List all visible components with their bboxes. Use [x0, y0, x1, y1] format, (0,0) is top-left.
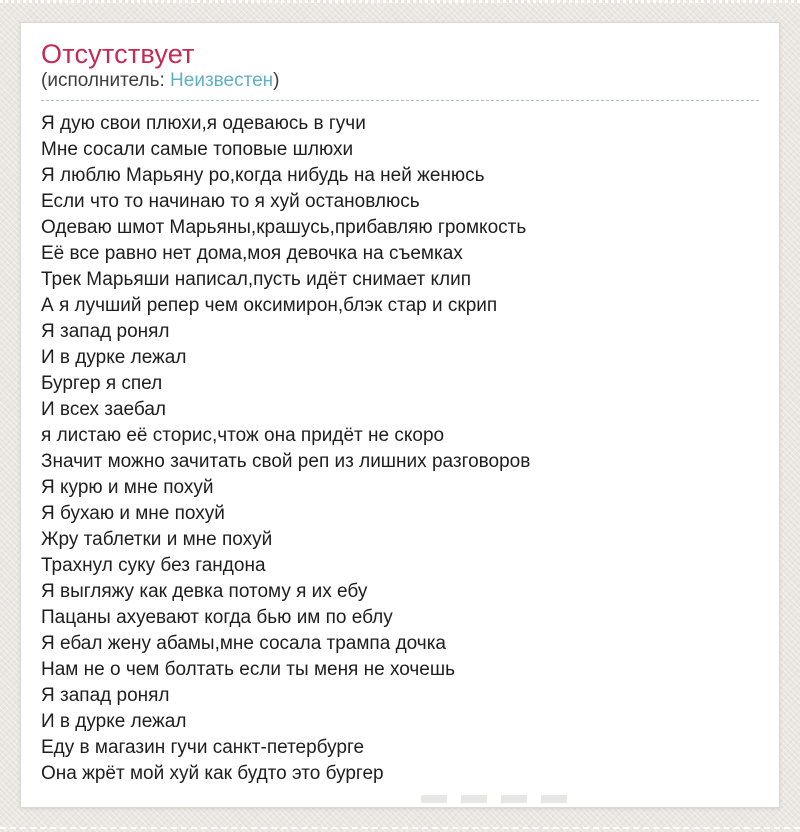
lyric-line: Я выгляжу как девка потому я их ебу	[41, 581, 368, 602]
page-bottom-dashed-line	[0, 827, 800, 829]
lyric-line: Я бухаю и мне похуй	[41, 503, 225, 524]
lyric-line: Жру таблетки и мне похуй	[41, 529, 273, 550]
lyric-line: И в дурке лежал	[41, 711, 187, 732]
page-title: Отсутствует	[41, 39, 195, 69]
content-card	[20, 22, 780, 808]
page-top-dotted-line	[0, 0, 800, 3]
lyric-line: Пацаны ахуевают когда бью им по еблу	[41, 607, 393, 628]
artist-link[interactable]: Неизвестен	[170, 70, 274, 91]
lyric-line: И в дурке лежал	[41, 347, 187, 368]
lyric-line: Она жрёт мой хуй как будто это бургер	[41, 763, 384, 784]
artist-label: (исполнитель:	[41, 70, 171, 91]
lyrics-text	[41, 111, 759, 787]
lyric-line: Её все равно нет дома,моя девочка на съемках	[41, 243, 463, 264]
artist-label-close: )	[273, 70, 280, 91]
lyric-line: Бургер я спел	[41, 373, 163, 394]
lyric-line: Я дую свои плюхи,я одеваюсь в гучи	[41, 113, 366, 134]
lyric-line: Нам не о чем болтать если ты меня не хочешь	[41, 659, 456, 680]
lyric-line: я листаю её сторис,чтож она придёт не скоро	[41, 425, 445, 446]
lyric-line: Одеваю шмот Марьяны,крашусь,прибавляю громкость	[41, 217, 527, 238]
lyric-line: Я курю и мне похуй	[41, 477, 214, 498]
lyric-line: Еду в магазин гучи санкт-петербурге	[41, 737, 365, 758]
lyric-line: Если что то начинаю то я хуй остановлюсь	[41, 191, 420, 212]
lyric-line: Трахнул суку без гандона	[41, 555, 266, 576]
artist-line	[41, 70, 759, 101]
lyric-line: Мне сосали самые топовые шлюхи	[41, 139, 354, 160]
lyric-line: А я лучший репер чем оксимирон,блэк стар и скрип	[41, 295, 498, 316]
lyric-line: И всех заебал	[41, 399, 166, 420]
lyric-line: Я люблю Марьяну ро,когда нибудь на ней женюсь	[41, 165, 485, 186]
lyric-line: Я ебал жену абамы,мне сосала трампа дочка	[41, 633, 447, 654]
lyric-line: Я запад ронял	[41, 685, 170, 706]
lyric-line: Я запад ронял	[41, 321, 170, 342]
faint-watermark	[421, 795, 581, 803]
lyric-line: Значит можно зачитать свой реп из лишних разговоров	[41, 451, 531, 472]
lyric-line: Трек Марьяши написал,пусть идёт снимает клип	[41, 269, 472, 290]
